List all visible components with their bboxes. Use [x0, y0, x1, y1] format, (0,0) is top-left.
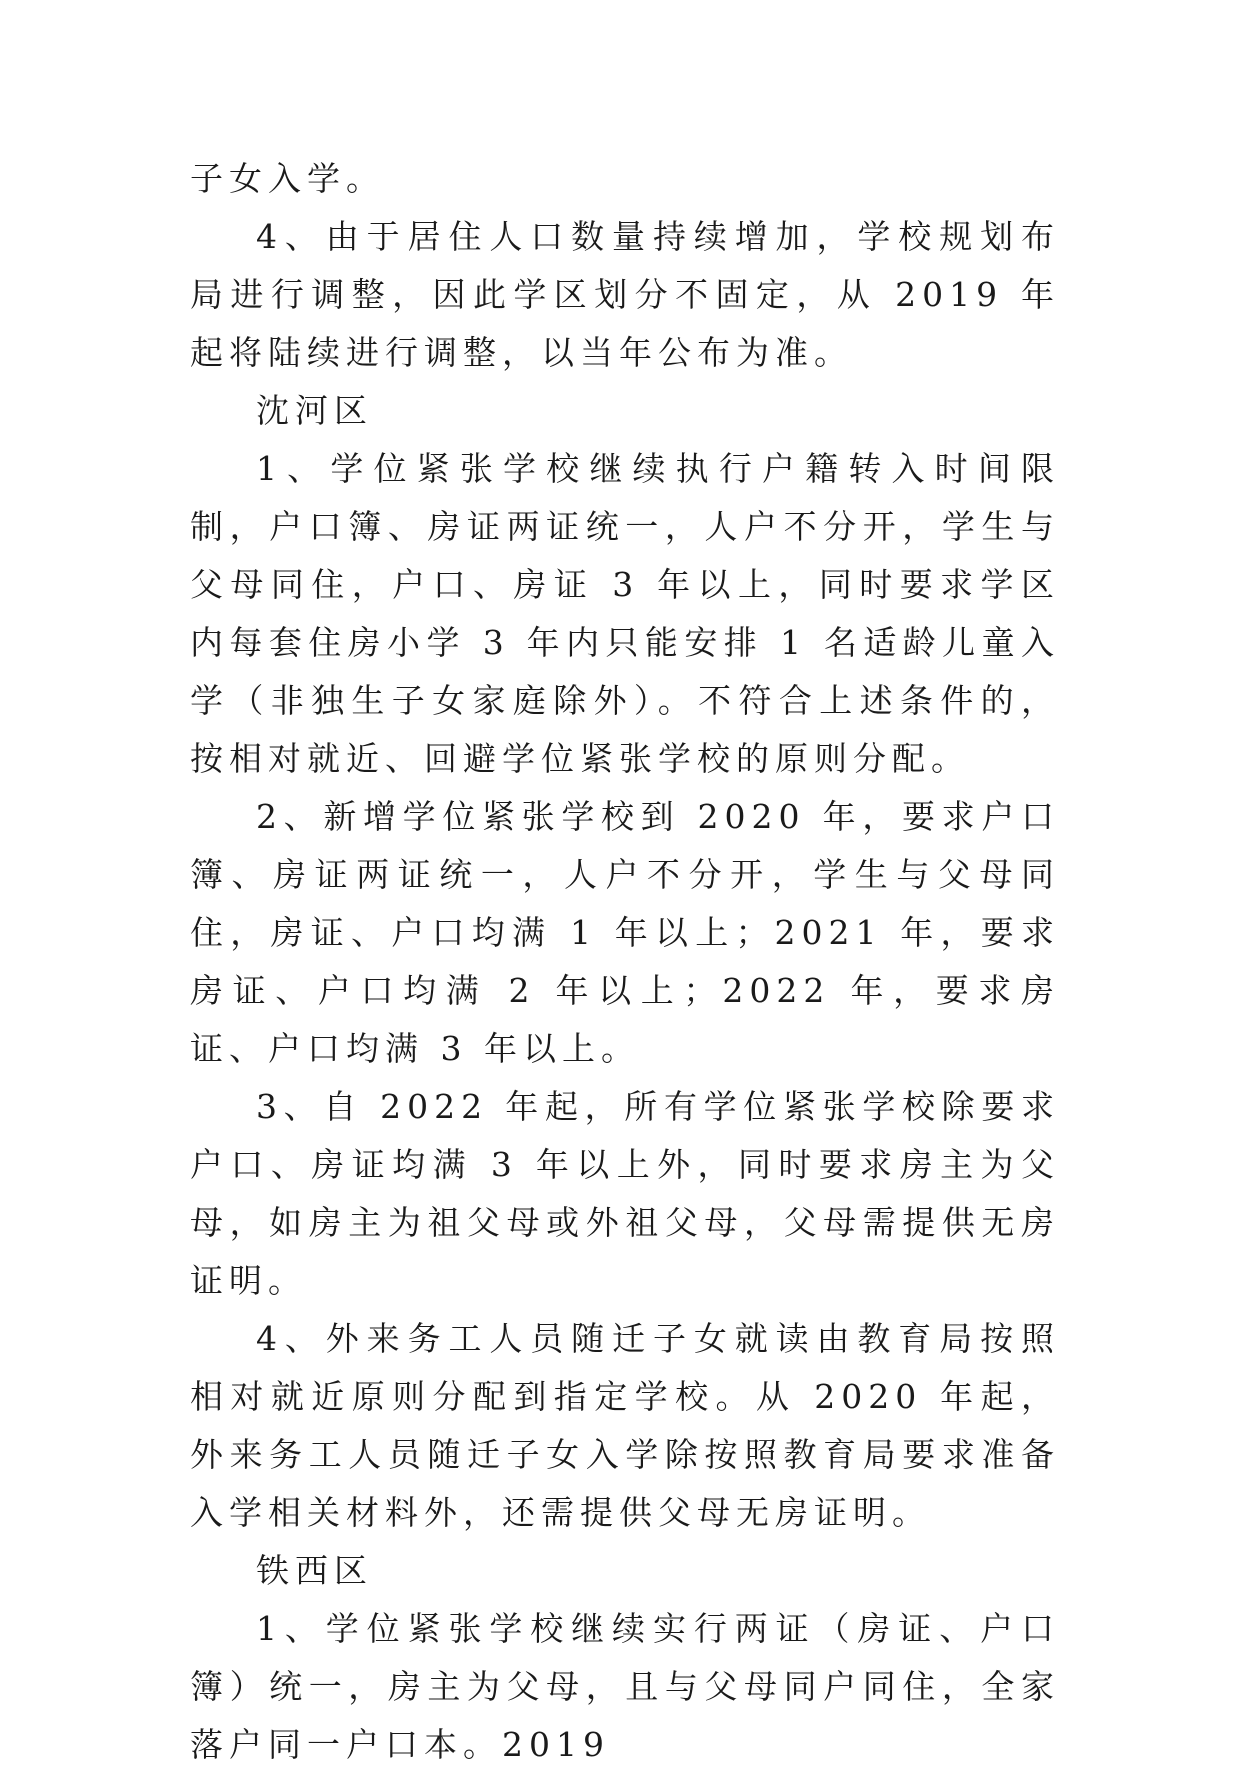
paragraph-tiexi-item-1: 1、学位紧张学校继续实行两证（房证、户口簿）统一，房主为父母，且与父母同户同住，全家落户同一户口本。2019: [190, 1609, 1060, 1764]
document-body: [190, 150, 1060, 1774]
paragraph-item-4-adjustment: 4、由于居住人口数量持续增加，学校规划布局进行调整，因此学区划分不固定，从 2019 年起将陆续进行调整，以当年公布为准。: [190, 217, 1060, 372]
paragraph-shenhe-item-4: 4、外来务工人员随迁子女就读由教育局按照相对就近原则分配到指定学校。从 2020 年起，外来务工人员随迁子女入学除按照教育局要求准备入学相关材料外，还需提供父母无房证明。: [190, 1319, 1060, 1532]
district-heading-shenhe: 沈河区: [256, 391, 373, 430]
paragraph-shenhe-item-1: 1、学位紧张学校继续执行户籍转入时间限制，户口簿、房证两证统一，人户不分开，学生与父母同住，户口、房证 3 年以上，同时要求学区内每套住房小学 3 年内只能安排 1 名适龄儿童入学（非独生子女家庭除外）。不符合上述条件的，按相对就近、回避学位紧张学校的原则分配。: [190, 449, 1060, 778]
paragraph-continuation: 子女入学。: [190, 159, 385, 198]
paragraph-shenhe-item-2: 2、新增学位紧张学校到 2020 年，要求户口簿、房证两证统一，人户不分开，学生与父母同住，房证、户口均满 1 年以上；2021 年，要求房证、户口均满 2 年以上；2022 年，要求房证、户口均满 3 年以上。: [190, 797, 1060, 1068]
paragraph-shenhe-item-3: 3、自 2022 年起，所有学位紧张学校除要求户口、房证均满 3 年以上外，同时要求房主为父母，如房主为祖父母或外祖父母，父母需提供无房证明。: [190, 1087, 1060, 1300]
district-heading-tiexi: 铁西区: [256, 1551, 373, 1590]
